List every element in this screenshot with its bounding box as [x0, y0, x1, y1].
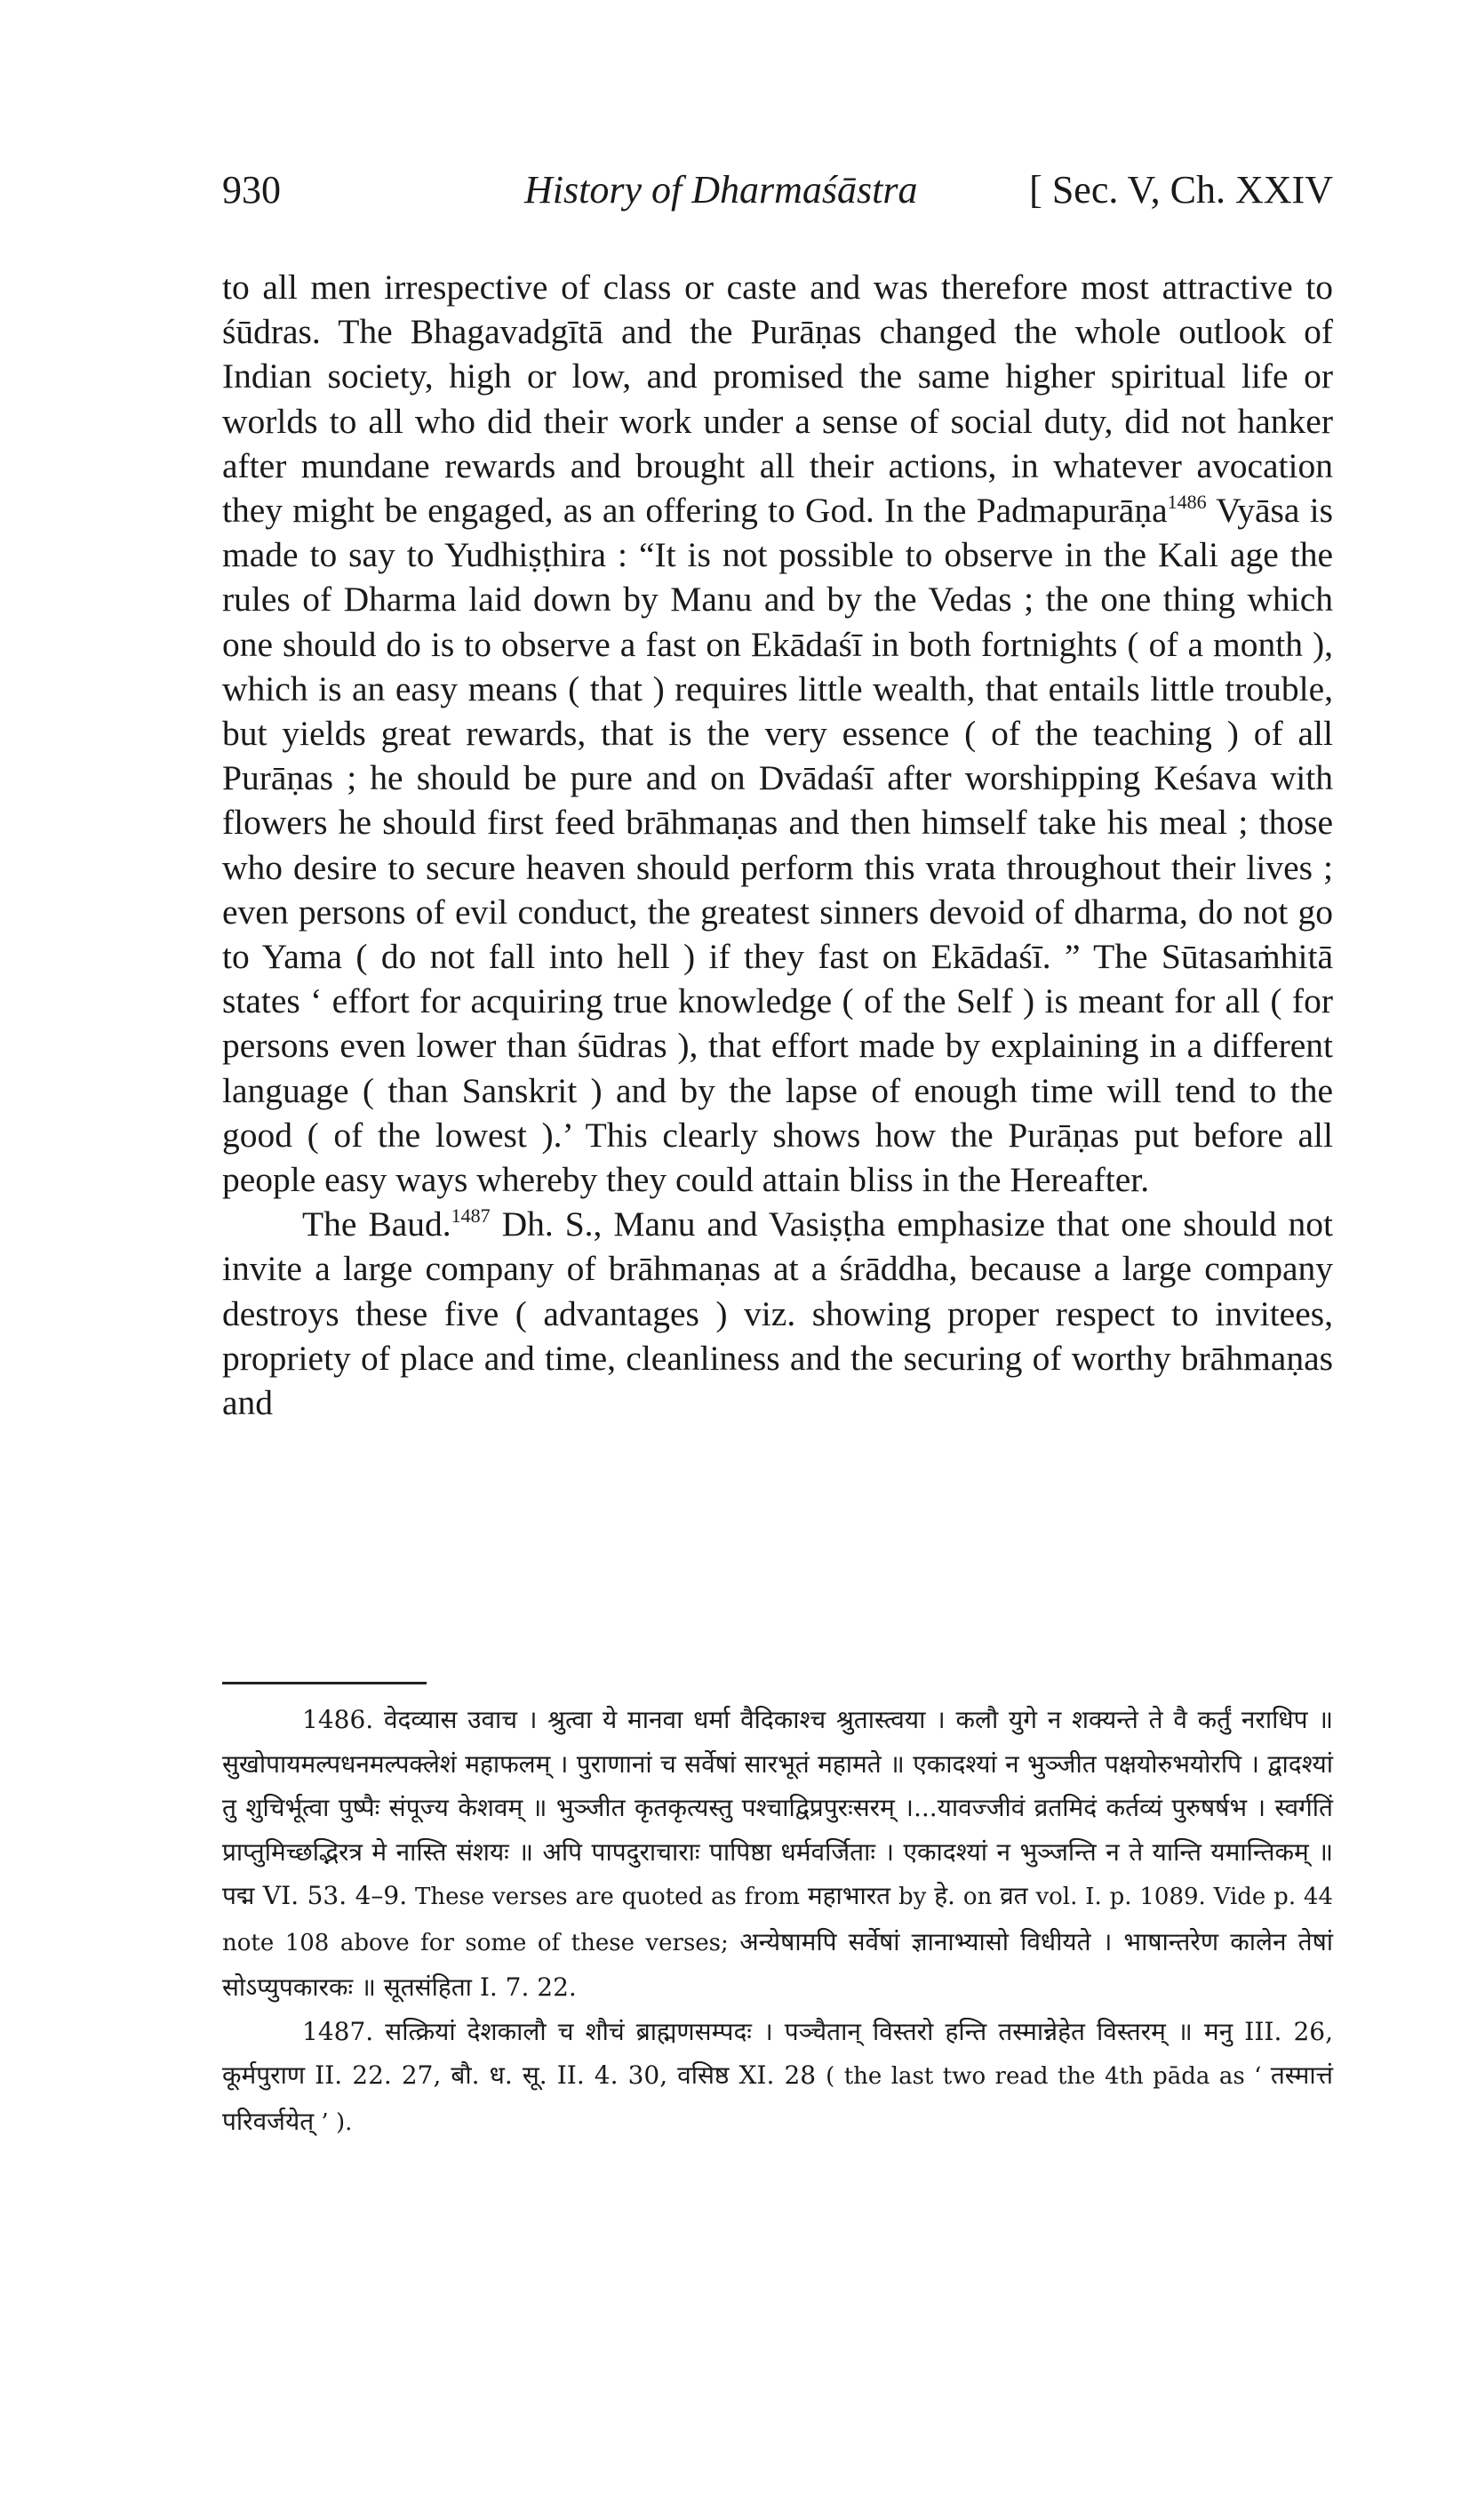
footnote-deva: तस्मात्तं परिवर्जयेत् — [222, 2060, 1334, 2136]
footnote-1486 — [222, 1698, 1333, 2010]
footnote-ref-text: ’ ). — [314, 2108, 353, 2136]
p2-text-a: The Baud. — [302, 1204, 451, 1244]
p1-text-b: Vyāsa is made to say to Yudhiṣṭhira : “It is not possible to observe in the Kali age the rules of Dharma laid down by Manu and by the Vedas ; the one thing which one should do is to observe a fast on Ekādaśī in both fortnights ( of a month ), which is an easy means ( that ) requires little wealth, that entails little trouble, but yields great rewards, that is the very essence ( of the teaching ) of all Purāṇas ; he should be pure and on Dvādaśī after worshipping Keśava with flowers he should first feed brāhmaṇas and then himself take his meal ; those who desire to secure heaven should perform this vrata throughout their lives ; even persons of evil conduct, the greatest sinners devoid of dharma, do not go to Yama ( do not fall into hell ) if they fast on Ekādaśī. ” The Sūtasaṁhitā states ‘ effort for acquiring true knowledge ( of the Self ) is meant for all ( for persons even lower than śūdras ), that effort made by explaining in a different language ( than Sanskrit ) and by the lapse of enough time will tend to the good ( of the lowest ).’ This clearly shows how the Purāṇas put before all people easy ways whereby they could attain bliss in the Hereafter. — [222, 491, 1333, 1200]
running-header — [222, 167, 1333, 220]
book-title: History of Dharmaśāstra — [524, 168, 918, 212]
footnote-ref-1486[interactable]: 1486 — [1167, 491, 1207, 514]
footnote-sanskrit: सत्क्रियां देशकालौ च शौचं ब्राह्मणसम्पदः । पञ्चैतान् विस्तरो हन्ति तस्मान्नेहेत विस्तरम् ॥ मनु III. 26, कूर्मपुराण II. 22. 27, बौ. ध. सू. II. 4. 30, वसिष्ठ XI. 28 — [222, 2016, 1333, 2090]
p2-text-b: Dh. S., Manu and Vasiṣṭha emphasize that one should not invite a large company of brāhmaṇas at a śrāddha, because a large company destroys these five ( advantages ) viz. showing proper respect to invitees, propriety of place and time, cleanliness and the securing of worthy brāhmaṇas and — [222, 1204, 1333, 1423]
footnote-ref-text: by — [890, 1884, 935, 1910]
footnote-deva: महाभारत — [807, 1881, 891, 1910]
footnote-ref-1487[interactable]: 1487 — [451, 1204, 491, 1228]
footnote-deva: व्रत — [1000, 1881, 1028, 1910]
paragraph-1 — [222, 265, 1333, 1202]
footnote-ref-text: vol. I. p. 1089. Vide p. 44 note 108 above for some of these verses; — [222, 1884, 1334, 1956]
footnote-sanskrit: वेदव्यास उवाच । श्रुत्वा ये मानवा धर्मा वैदिकाश्च श्रुतास्त्वया । कलौ युगे न शक्यन्ते ते वै कर्तुं नराधिप ॥ सुखोपायमल्पधनमल्पक्लेशं महाफलम् । पुराणानां च सर्वेषां सारभूतं महामते ॥ एकादश्यां न भुञ्जीत पक्षयोरुभयोरपि । द्वादश्यां तु शुचिर्भूत्वा पुष्पैः संपूज्य केशवम् ॥ भुञ्जीत कृतकृत्यस्तु पश्चाद्विप्रपुरःसरम् ।...यावज्जीवं व्रतमिदं कर्तव्यं पुरुषर्षभ । स्वर्गतिं प्राप्तुमिच्छद्भिरत्र मे नास्ति संशयः ॥ अपि पापदुराचाराः पापिष्ठा धर्मवर्जिताः । एकादश्यां न भुञ्जन्ति न ते यान्ति यमान्तिकम् ॥ पद्म VI. 53. 4–9. — [222, 1705, 1334, 1910]
footnote-divider — [222, 1682, 427, 1684]
footnote-sanskrit: अन्येषामपि सर्वेषां ज्ञानाभ्यासो विधीयते । भाषान्तरेण कालेन तेषां सोऽप्युपकारकः ॥ सूतसंहिता I. 7. 22. — [222, 1926, 1333, 2002]
paragraph-2 — [222, 1202, 1333, 1425]
section-reference: [ Sec. V, Ch. XXIV — [1029, 168, 1333, 212]
footnote-number: 1486. — [302, 1705, 374, 1734]
p1-text-a: to all men irrespective of class or caste and was therefore most attractive to śūdras. The Bhagavadgītā and the Purāṇas changed the whole outlook of Indian society, high or low, and promised the same higher spiritual life or worlds to all who did their work under a sense of social duty, did not hanker after mundane rewards and brought all their actions, in whatever avocation they might be engaged, as an offering to God. In the Padmapurāṇa — [222, 268, 1333, 531]
footnote-ref-text: These verses are quoted as from — [407, 1884, 808, 1910]
footnotes — [222, 1698, 1333, 2145]
footnote-1487 — [222, 2010, 1333, 2146]
page-number: 930 — [222, 168, 281, 212]
footnote-ref-text: ( the last two read the 4th pāda as ‘ — [826, 2063, 1271, 2090]
footnote-ref-text: on — [954, 1884, 1001, 1910]
footnote-number: 1487. — [302, 2016, 374, 2046]
main-text — [222, 265, 1333, 1425]
footnote-deva: हे. — [934, 1881, 955, 1910]
